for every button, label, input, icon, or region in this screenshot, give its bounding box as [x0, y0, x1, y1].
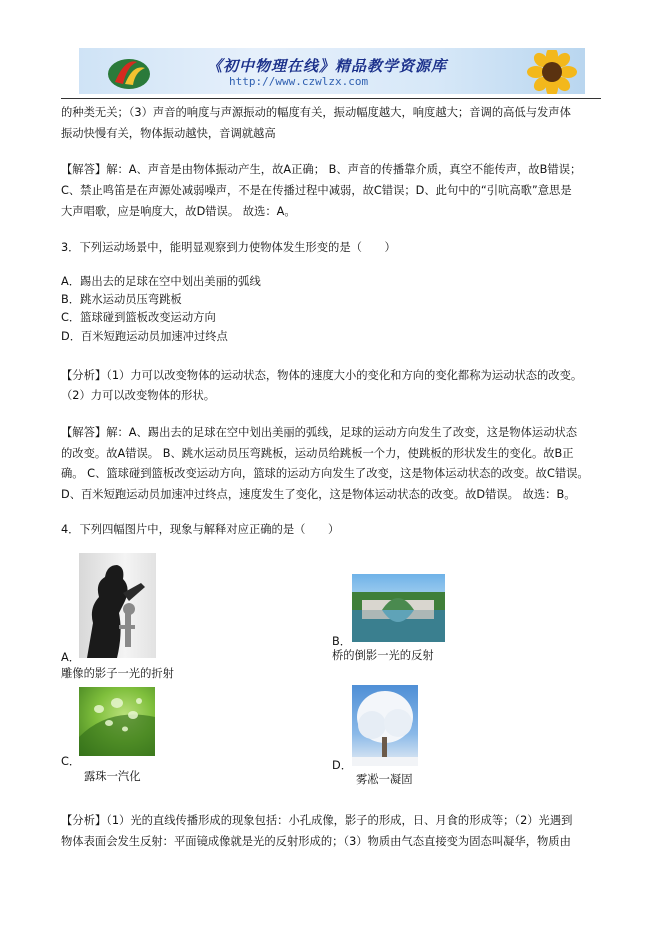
analysis-text: 【分析】（1）力可以改变物体的运动状态，物体的速度大小的变化和方向的变化都称为运动状态的改变。: [61, 369, 583, 382]
option-a-caption: 雕像的影子一光的折射: [61, 667, 174, 680]
option-d-caption: 雾凇一凝固: [356, 773, 413, 786]
question-3-option-c: C．篮球碰到篮板改变运动方向: [61, 311, 216, 324]
header-divider: [61, 98, 601, 99]
text-line: C、禁止鸣笛是在声源处减弱噪声，不是在传播过程中减弱，故C错误；D、此句中的“引吭高歌”意思是: [61, 184, 572, 197]
rime-tree-image: [352, 685, 418, 766]
logo-icon: [105, 52, 153, 92]
dew-drops-image: [79, 687, 155, 756]
banner-title: 《初中物理在线》精品教学资源库: [207, 57, 448, 75]
answer-text: 的改变。故A错误。 B、跳水运动员压弯跳板，运动员给跳板一个力，使跳板的形状发生的变化。故B正: [61, 447, 574, 460]
analysis-text: 物体表面会发生反射：平面镜成像就是光的反射形成的；（3）物质由气态直接变为固态叫凝华，物质由: [61, 835, 571, 848]
option-a-letter: A．: [61, 651, 81, 664]
question-3-title: 3．下列运动场景中，能明显观察到力使物体发生形变的是（ ）: [61, 241, 396, 254]
statue-shadow-image: [79, 553, 156, 658]
text-line: 振动快慢有关，物体振动越快，音调就越高: [61, 127, 276, 140]
bridge-reflection-image: [352, 574, 445, 642]
option-b-caption: 桥的倒影一光的反射: [332, 649, 434, 662]
question-3-option-b: B．跳水运动员压弯跳板: [61, 293, 182, 306]
option-d-letter: D．: [332, 759, 352, 772]
analysis-text: （2）力可以改变物体的形状。: [61, 389, 216, 402]
header-banner: [79, 48, 585, 94]
banner-url: http://www.czwlzx.com: [229, 75, 369, 88]
answer-text: D、百米短跑运动员加速冲过终点，速度发生了变化，这是物体运动状态的改变。故D错误。 故选：B。: [61, 488, 576, 501]
text-line: 【解答】解：A、声音是由物体振动产生，故A正确； B、声音的传播靠介质，真空不能传声，故B错误；: [61, 163, 582, 176]
text-line: 大声唱歌，应是响度大，故D错误。 故选：A。: [61, 205, 296, 218]
answer-text: 【解答】解：A、踢出去的足球在空中划出美丽的弧线，足球的运动方向发生了改变，这是物体运动状态: [61, 426, 578, 439]
question-4-title: 4．下列四幅图片中，现象与解释对应正确的是（ ）: [61, 523, 340, 536]
sunflower-icon: [519, 50, 585, 94]
question-3-option-d: D．百米短跑运动员加速冲过终点: [61, 330, 228, 343]
analysis-text: 【分析】（1）光的直线传播形成的现象包括：小孔成像，影子的形成，日、月食的形成等；（2）光遇到: [61, 814, 573, 827]
option-b-letter: B．: [332, 635, 352, 648]
option-c-caption: 露珠一汽化: [84, 770, 141, 783]
text-line: 的种类无关；（3）声音的响度与声源振动的幅度有关，振动幅度越大，响度越大；音调的高低与发声体: [61, 106, 571, 119]
answer-text: 确。 C、篮球碰到篮板改变运动方向，篮球的运动方向发生了改变，这是物体运动状态的改变。故C错误。: [61, 467, 589, 480]
option-c-letter: C．: [61, 755, 81, 768]
question-3-option-a: A．踢出去的足球在空中划出美丽的弧线: [61, 275, 261, 288]
